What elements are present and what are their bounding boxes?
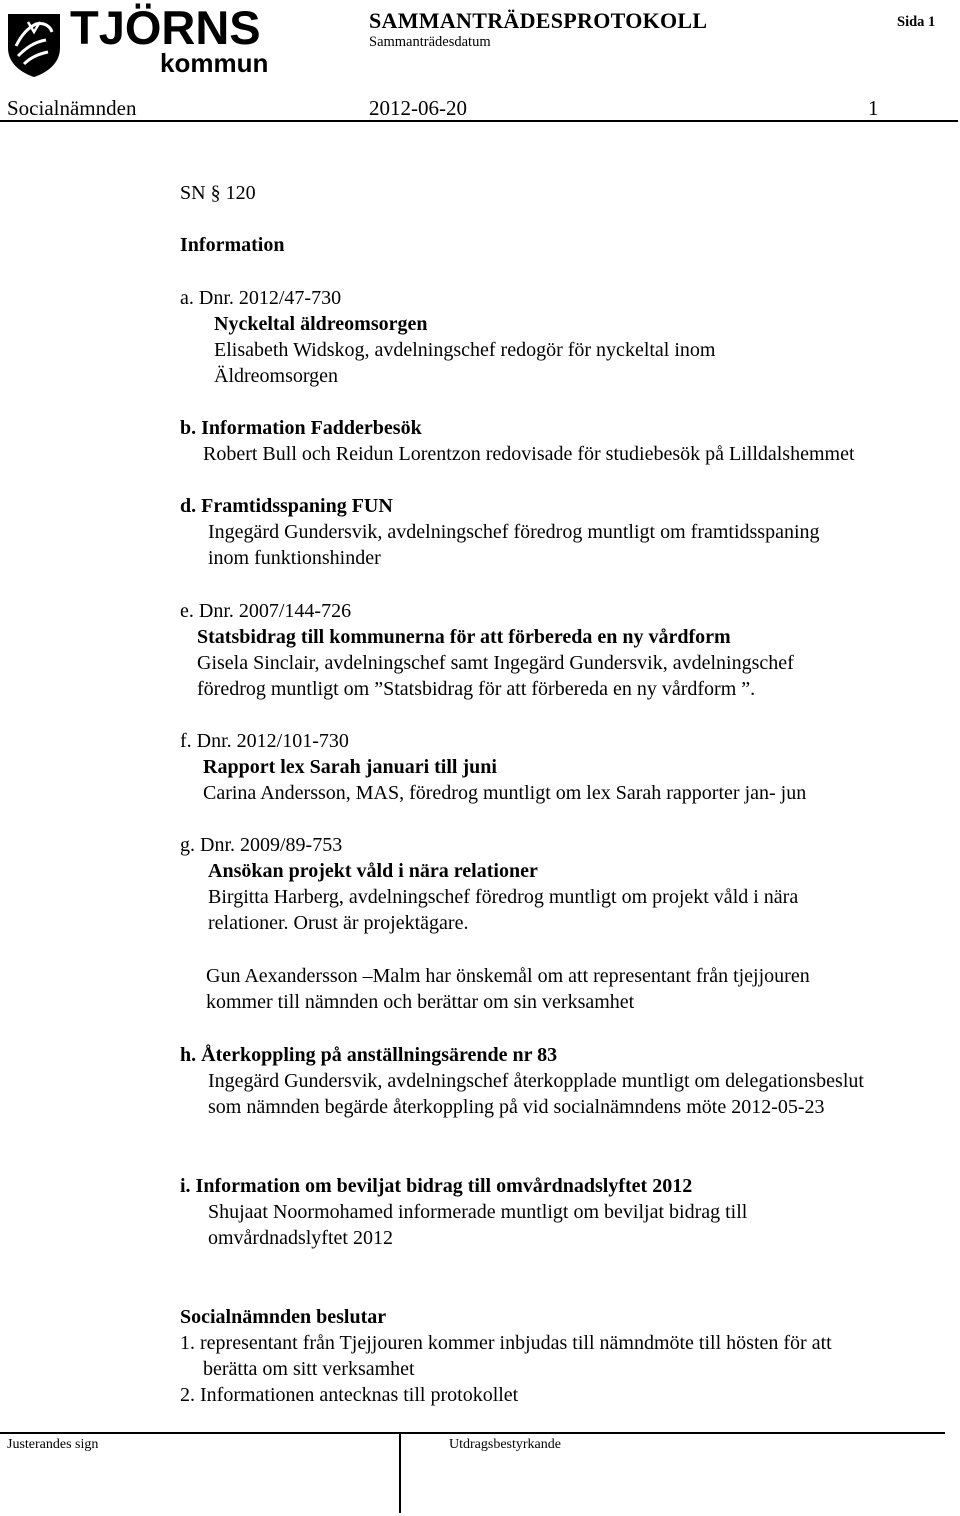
decision-point: 1. representant från Tjejjouren kommer inbjudas till nämndmöte till hösten för att bbox=[180, 1332, 832, 1354]
paragraph-number: SN § 120 bbox=[180, 182, 256, 204]
date-label: Sammanträdesdatum bbox=[369, 34, 491, 50]
item-f-body-line: Carina Andersson, MAS, föredrog muntligt om lex Sarah rapporter jan- jun bbox=[203, 782, 807, 804]
item-h-body-line: Ingegärd Gundersvik, avdelningschef återkopplade muntligt om delegationsbeslut bbox=[208, 1070, 864, 1092]
item-a-body-line: Elisabeth Widskog, avdelningschef redogör för nyckeltal inom bbox=[214, 339, 716, 361]
item-g-body-line: Birgitta Harberg, avdelningschef föredrog muntligt om projekt våld i nära bbox=[208, 886, 799, 908]
municipality-logo bbox=[6, 1, 269, 84]
item-f-reference: f. Dnr. 2012/101-730 bbox=[180, 730, 349, 752]
item-e-body-line: föredrog muntligt om ”Statsbidrag för att förbereda en ny vårdform ”. bbox=[197, 678, 756, 700]
item-a-body-line: Äldreomsorgen bbox=[214, 365, 339, 387]
item-g-note-line: kommer till nämnden och berättar om sin verksamhet bbox=[206, 991, 635, 1013]
meeting-number: 1 bbox=[868, 96, 879, 120]
item-f-heading: Rapport lex Sarah januari till juni bbox=[203, 756, 497, 778]
footer-column-divider bbox=[399, 1433, 401, 1513]
item-i-body-line: Shujaat Noormohamed informerade muntligt om beviljat bidrag till bbox=[208, 1201, 748, 1223]
header-divider bbox=[0, 120, 958, 122]
footer-divider bbox=[0, 1432, 945, 1434]
item-b-body-line: Robert Bull och Reidun Lorentzon redovisade för studiebesök på Lilldalshemmet bbox=[203, 443, 855, 465]
item-g-heading: Ansökan projekt våld i nära relationer bbox=[208, 860, 538, 882]
paragraph-title: Information bbox=[180, 234, 285, 256]
decision-point-continuation: berätta om sitt verksamhet bbox=[203, 1358, 415, 1380]
committee-name: Socialnämnden bbox=[7, 96, 137, 120]
item-d-heading: d. Framtidsspaning FUN bbox=[180, 495, 393, 517]
item-b-heading: b. Information Fadderbesök bbox=[180, 417, 422, 439]
coat-of-arms-icon bbox=[6, 12, 62, 78]
signature-label: Justerandes sign bbox=[7, 1437, 99, 1452]
item-a-heading: Nyckeltal äldreomsorgen bbox=[214, 313, 428, 335]
logo-name: TJÖRNS bbox=[70, 1, 261, 54]
item-a-reference: a. Dnr. 2012/47-730 bbox=[180, 287, 342, 309]
document-title: SAMMANTRÄDESPROTOKOLL bbox=[369, 8, 708, 33]
item-e-body-line: Gisela Sinclair, avdelningschef samt Ingegärd Gundersvik, avdelningschef bbox=[197, 652, 794, 674]
decision-point: 2. Informationen antecknas till protokollet bbox=[180, 1384, 519, 1406]
decision-heading: Socialnämnden beslutar bbox=[180, 1306, 387, 1328]
item-i-heading: i. Information om beviljat bidrag till omvårdnadslyftet 2012 bbox=[180, 1175, 693, 1197]
item-g-body-line: relationer. Orust är projektägare. bbox=[208, 912, 469, 934]
certification-label: Utdragsbestyrkande bbox=[449, 1437, 561, 1452]
meeting-date: 2012-06-20 bbox=[369, 96, 467, 120]
item-e-reference: e. Dnr. 2007/144-726 bbox=[180, 600, 352, 622]
item-g-note-line: Gun Aexandersson –Malm har önskemål om att representant från tjejjouren bbox=[206, 965, 810, 987]
item-d-body-line: inom funktionshinder bbox=[208, 547, 381, 569]
page-number: Sida 1 bbox=[897, 14, 936, 30]
logo-subtitle: kommun bbox=[160, 48, 269, 78]
item-h-heading: h. Återkoppling på anställningsärende nr 83 bbox=[180, 1044, 558, 1066]
item-h-body-line: som nämnden begärde återkoppling på vid socialnämndens möte 2012-05-23 bbox=[208, 1096, 825, 1118]
item-i-body-line: omvårdnadslyftet 2012 bbox=[208, 1227, 393, 1249]
item-e-heading: Statsbidrag till kommunerna för att förbereda en ny vårdform bbox=[197, 626, 731, 648]
item-g-reference: g. Dnr. 2009/89-753 bbox=[180, 834, 343, 856]
item-d-body-line: Ingegärd Gundersvik, avdelningschef föredrog muntligt om framtidsspaning bbox=[208, 521, 820, 543]
